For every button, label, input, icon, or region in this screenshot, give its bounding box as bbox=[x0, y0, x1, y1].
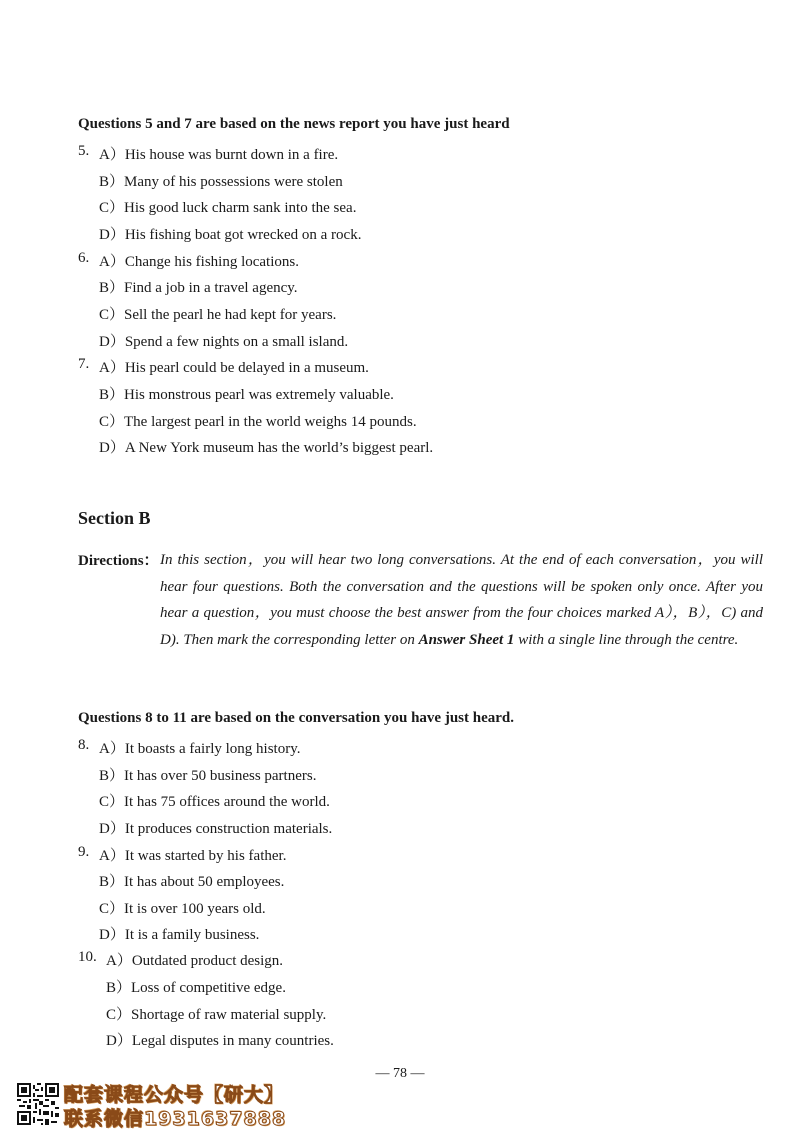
question-5-option-b: B）Many of his possessions were stolen bbox=[99, 174, 343, 190]
directions-text-after: with a single line through the centre. bbox=[514, 631, 739, 648]
question-6-option-b: B）Find a job in a travel agency. bbox=[99, 280, 298, 296]
question-5-option-d: D）His fishing boat got wrecked on a rock. bbox=[99, 227, 362, 243]
question-7-option-a: A）His pearl could be delayed in a museum. bbox=[99, 360, 369, 376]
section-b-title: Section B bbox=[78, 508, 151, 528]
question-8-option-a: A）It boasts a fairly long history. bbox=[99, 741, 301, 757]
question-9-option-d: D）It is a family business. bbox=[99, 927, 260, 943]
question-5-option-a: A）His house was burnt down in a fire. bbox=[99, 147, 339, 163]
question-9-number: 9. bbox=[78, 844, 90, 860]
question-7-option-c: C）The largest pearl in the world weighs 14 pounds. bbox=[99, 414, 417, 430]
question-10-option-d: D）Legal disputes in many countries. bbox=[106, 1033, 334, 1049]
question-10-option-a: A）Outdated product design. bbox=[106, 953, 284, 969]
question-10-number: 10. bbox=[78, 949, 97, 965]
question-9-option-c: C）It is over 100 years old. bbox=[99, 901, 266, 917]
question-5-number: 5. bbox=[78, 143, 90, 159]
watermark-line-1: 配套课程公众号【研大】 bbox=[64, 1084, 285, 1106]
question-8-option-b: B）It has over 50 business partners. bbox=[99, 768, 317, 784]
question-5-option-c: C）His good luck charm sank into the sea. bbox=[99, 200, 357, 216]
question-10-option-c: C）Shortage of raw material supply. bbox=[106, 1007, 327, 1023]
question-9-option-b: B）It has about 50 employees. bbox=[99, 874, 285, 890]
directions-label: Directions： bbox=[78, 553, 159, 569]
question-10-option-b: B）Loss of competitive edge. bbox=[106, 980, 286, 996]
page-number: — 78 — bbox=[375, 1066, 425, 1081]
answer-sheet-ref: Answer Sheet 1 bbox=[418, 631, 515, 648]
watermark-line-2: 联系微信1931637888 bbox=[64, 1108, 287, 1130]
question-7-option-d: D）A New York museum has the world’s biggest pearl. bbox=[99, 440, 434, 456]
question-9-option-a: A）It was started by his father. bbox=[99, 848, 287, 864]
question-8-number: 8. bbox=[78, 737, 90, 753]
question-7-number: 7. bbox=[78, 356, 90, 372]
question-8-option-d: D）It produces construction materials. bbox=[99, 821, 333, 837]
questions-5-7-heading: Questions 5 and 7 are based on the news report you have just heard bbox=[78, 116, 510, 132]
question-7-option-b: B）His monstrous pearl was extremely valuable. bbox=[99, 387, 394, 403]
question-6-number: 6. bbox=[78, 250, 90, 266]
questions-8-11-heading: Questions 8 to 11 are based on the conversation you have just heard. bbox=[78, 710, 514, 726]
question-6-option-a: A）Change his fishing locations. bbox=[99, 254, 299, 270]
qr-code-icon bbox=[17, 1083, 59, 1125]
directions-text bbox=[160, 547, 763, 653]
question-8-option-c: C）It has 75 offices around the world. bbox=[99, 794, 330, 810]
question-6-option-d: D）Spend a few nights on a small island. bbox=[99, 334, 349, 350]
question-6-option-c: C）Sell the pearl he had kept for years. bbox=[99, 307, 337, 323]
directions-text-before: In this section，you will hear two long conversations. At the end of each conversation，you will hear four questions. Both the conversation and the questions will be spoken only once. After you hear a question，you must choose the best answer from the four choices marked A），B），C) and D). Then mark the corresponding letter on bbox=[160, 552, 763, 648]
